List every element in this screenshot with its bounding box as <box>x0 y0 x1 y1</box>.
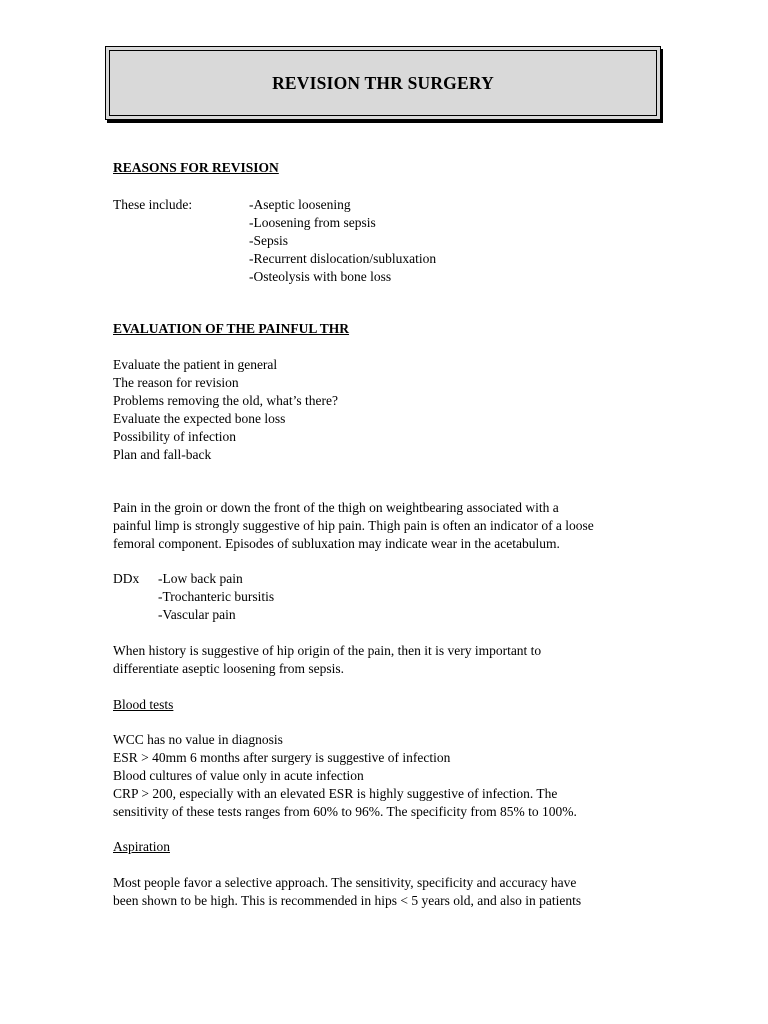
aspiration-line: Most people favor a selective approach. The sensitivity, specificity and accuracy have <box>113 875 577 890</box>
pain-paragraph <box>113 499 594 553</box>
document-title: REVISION THR SURGERY <box>272 72 494 93</box>
reasons-intro: These include: <box>113 197 193 212</box>
ddx-list <box>158 570 274 624</box>
evaluation-line: Problems removing the old, what’s there? <box>113 392 338 408</box>
reason-item: -Recurrent dislocation/subluxation <box>249 250 437 266</box>
evaluation-line: The reason for revision <box>113 374 239 390</box>
ddx-item: -Low back pain <box>158 571 243 586</box>
reasons-heading: REASONS FOR REVISION <box>113 160 279 175</box>
blood-tests-text <box>113 731 577 821</box>
blood-test-line: Blood cultures of value only in acute infection <box>113 768 364 783</box>
blood-test-line: CRP > 200, especially with an elevated ESR is highly suggestive of infection. The <box>113 786 558 801</box>
ddx-label: DDx <box>113 571 140 586</box>
blood-tests-heading: Blood tests <box>113 697 174 712</box>
reason-item: -Sepsis <box>249 232 289 248</box>
evaluation-line: Possibility of infection <box>113 428 236 444</box>
aspiration-text <box>113 874 581 910</box>
ddx-item: -Trochanteric bursitis <box>158 588 275 604</box>
title-box <box>105 46 661 120</box>
ddx-item: -Vascular pain <box>158 606 236 622</box>
aspiration-heading: Aspiration <box>113 839 170 854</box>
reason-item: -Osteolysis with bone loss <box>249 268 392 284</box>
evaluation-heading: EVALUATION OF THE PAINFUL THR <box>113 321 350 336</box>
paragraph-line: differentiate aseptic loosening from sepsis. <box>113 661 345 676</box>
evaluation-list <box>113 356 338 463</box>
reason-item: -Loosening from sepsis <box>249 214 376 230</box>
evaluation-line: Plan and fall-back <box>113 446 212 462</box>
paragraph-line: Pain in the groin or down the front of the thigh on weightbearing associated with a <box>113 500 559 515</box>
reasons-list <box>249 196 436 286</box>
evaluation-line: Evaluate the patient in general <box>113 357 278 372</box>
blood-test-line: ESR > 40mm 6 months after surgery is suggestive of infection <box>113 750 451 765</box>
reason-item: -Aseptic loosening <box>249 197 351 212</box>
paragraph-line: femoral component. Episodes of subluxation may indicate wear in the acetabulum. <box>113 536 560 551</box>
blood-test-line: WCC has no value in diagnosis <box>113 732 283 747</box>
history-paragraph <box>113 642 541 678</box>
blood-test-line: sensitivity of these tests ranges from 60% to 96%. The specificity from 85% to 100%. <box>113 804 577 819</box>
paragraph-line: When history is suggestive of hip origin of the pain, then it is very important to <box>113 643 542 658</box>
aspiration-line: been shown to be high. This is recommended in hips < 5 years old, and also in patients <box>113 893 582 908</box>
paragraph-line: painful limp is strongly suggestive of hip pain. Thigh pain is often an indicator of a loose <box>113 518 594 533</box>
evaluation-line: Evaluate the expected bone loss <box>113 410 286 426</box>
